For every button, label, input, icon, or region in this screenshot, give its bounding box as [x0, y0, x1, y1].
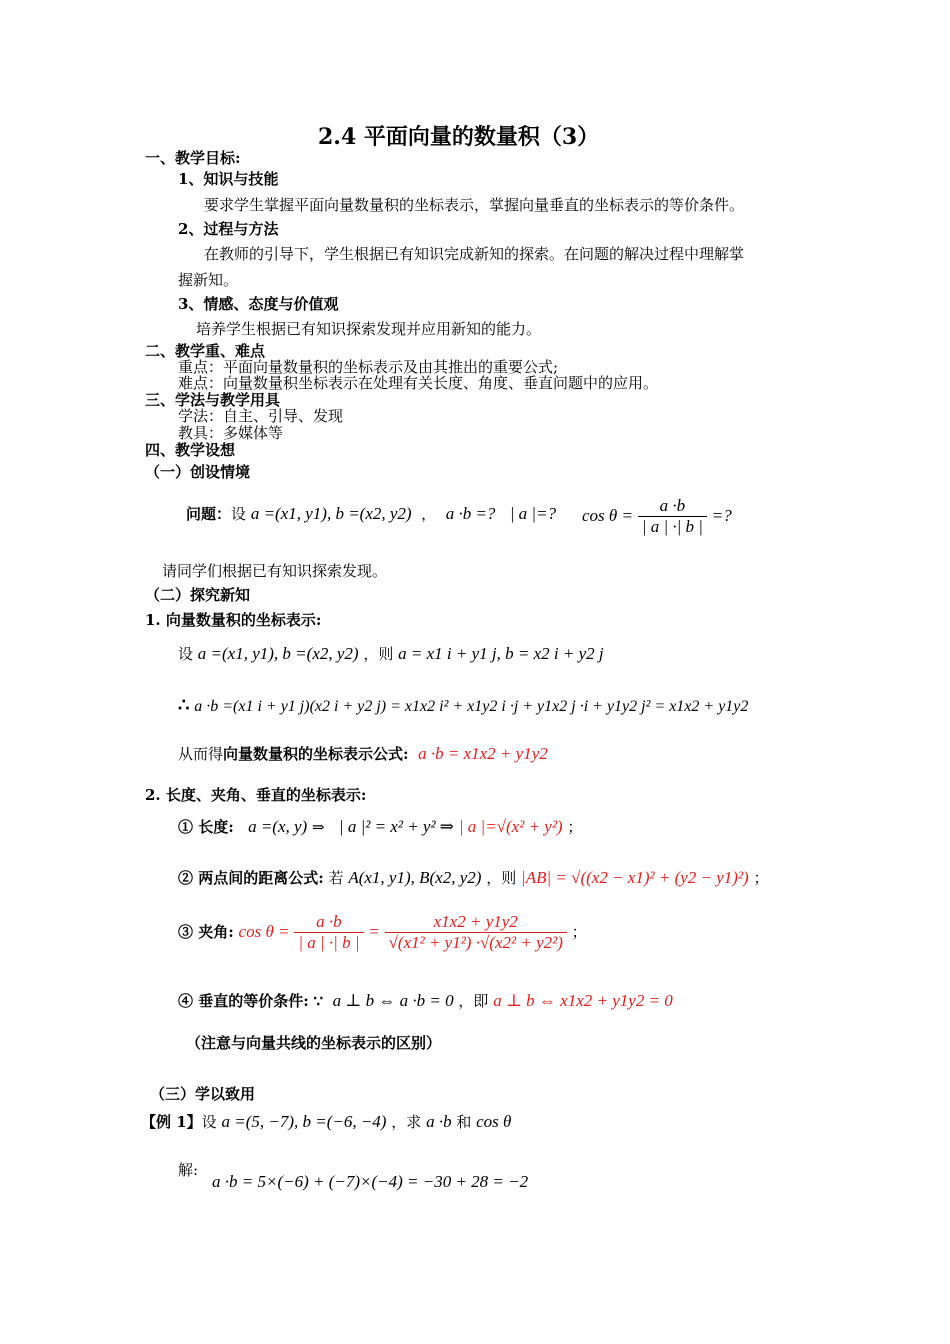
- collinear-note: （注意与向量共线的坐标表示的区别）: [186, 1034, 442, 1052]
- example-1-line: 【例 1】设 a =(5, −7), b =(−6, −4) ，求 a ·b 和 cos θ: [141, 1112, 512, 1131]
- learning-method: 学法：自主、引导、发现: [178, 407, 344, 425]
- example-1-label: 【例 1】: [141, 1113, 202, 1131]
- emotion-heading: 3、情感、态度与价值观: [178, 295, 339, 313]
- question-cos-fraction: $\frac{a \cdot b}{| a | \cdot| b |}$: [638, 496, 707, 538]
- angle-label: ③ 夹角:: [178, 922, 234, 941]
- solution-step-1: a ·b = 5×(−6) + (−7)×(−4) = −30 + 28 = −2: [212, 1172, 529, 1191]
- process-text-2: 握新知。: [178, 271, 239, 289]
- question-cos: cos θ = $\frac{a \cdot b}{| a | \cdot| b |}$ =?: [582, 496, 732, 537]
- subsection-scenario: （一）创设情境: [145, 463, 251, 481]
- new-1-heading: 1. 向量数量积的坐标表示:: [145, 611, 322, 629]
- section-2-heading: 二、教学重、难点: [145, 342, 266, 360]
- new-1-expand: a ·b =(x1 i + y1 j)(x2 i + y2 j) = x1x2 i² + x1y2 i ·j + y1x2 j ·i + y1y2 j² = x1x2 + y1y2: [194, 698, 749, 715]
- angle-fraction-1: $\frac{a \cdot b}{| a | \cdot| b |}$: [294, 912, 363, 954]
- page-title: 2.4 平面向量的数量积（3）: [318, 124, 600, 150]
- subsection-apply: （三）学以致用: [150, 1085, 256, 1103]
- question-vectors: a =(x1, y1), b =(x2, y2): [250, 504, 412, 523]
- new-1-expand-line: ∴ a ·b =(x1 i + y1 j)(x2 i + y2 j) = x1x2 i² + x1y2 i ·j + y1x2 j ·i + y1y2 j² = x1x2 + y1y2: [178, 695, 749, 716]
- question-label: 问题：: [186, 505, 232, 523]
- question-abs: | a |=?: [509, 504, 557, 523]
- distance-line: ② 两点间的距离公式: 若 A(x1, y1), B(x2, y2) ，则 |AB| = √((x2 − x1)² + (y2 − y1)²) ；: [178, 868, 769, 887]
- dot-product-formula: a ·b = x1x2 + y1y2: [418, 744, 548, 763]
- angle-line: ③ 夹角: cos θ = $\frac{a \cdot b}{| a | \cdot| b |}$ = $\frac{x1x2 + y1y2}{\text{√(x1² + y1²) ·√(x2² + y2²)}}$ ；: [178, 912, 587, 953]
- emotion-text: 培养学生根据已有知识探索发现并应用新知的能力。: [196, 320, 542, 338]
- section-1-heading: 一、教学目标:: [145, 149, 241, 167]
- length-label: ① 长度:: [178, 818, 234, 836]
- section-3-heading: 三、学法与教学用具: [145, 391, 281, 409]
- angle-fraction-2: $\frac{x1x2 + y1y2}{\text{√(x1² + y1²) ·√(x2² + y2²)}}$: [385, 912, 567, 954]
- question-line: 问题：设 a =(x1, y1), b =(x2, y2) ， a ·b =? | a |=?: [186, 504, 557, 523]
- new-1-set-line: 设 a =(x1, y1), b =(x2, y2) ，则 a = x1 i + y1 j, b = x2 i + y2 j: [178, 644, 604, 663]
- teaching-tools: 教具：多媒体等: [178, 424, 284, 442]
- solution-label: 解:: [178, 1161, 199, 1179]
- perpendicular-line: ④ 垂直的等价条件: ∵ a ⊥ b ⇔ a ·b = 0 ，即 a ⊥ b ⇔ x1x2 + y1y2 = 0: [178, 991, 673, 1010]
- perpendicular-label: ④ 垂直的等价条件:: [178, 992, 309, 1010]
- knowledge-heading: 1、知识与技能: [178, 170, 279, 188]
- explore-prompt: 请同学们根据已有知识探索发现。: [162, 562, 388, 580]
- difficulty-point: 难点：向量数量积坐标表示在处理有关长度、角度、垂直问题中的应用。: [178, 374, 659, 392]
- new-1-ij: a = x1 i + y1 j, b = x2 i + y2 j: [398, 644, 604, 663]
- process-text-1: 在教师的引导下，学生根据已有知识完成新知的探索。在问题的解决过程中理解掌: [204, 245, 745, 263]
- new-2-heading: 2. 长度、夹角、垂直的坐标表示:: [145, 786, 367, 804]
- question-dot: a ·b =?: [445, 504, 496, 523]
- distance-formula: |AB| = √((x2 − x1)² + (y2 − y1)²): [521, 868, 749, 887]
- length-formula: | a |=√(x² + y²): [458, 817, 563, 836]
- subsection-explore: （二）探究新知: [145, 586, 251, 604]
- key-point: 重点：平面向量数量积的坐标表示及由其推出的重要公式;: [178, 358, 559, 376]
- length-line: ① 长度: a =(x, y) ⇒ | a |² = x² + y² ⇒ | a |=√(x² + y²) ；: [178, 817, 583, 836]
- knowledge-text: 要求学生掌握平面向量数量积的坐标表示，掌握向量垂直的坐标表示的等价条件。: [204, 196, 745, 214]
- section-4-heading: 四、教学设想: [145, 441, 236, 459]
- new-1-vectors: a =(x1, y1), b =(x2, y2): [197, 644, 359, 663]
- distance-label: ② 两点间的距离公式:: [178, 869, 324, 887]
- perpendicular-formula: a ⊥ b ⇔ x1x2 + y1y2 = 0: [493, 991, 673, 1010]
- new-1-result-line: 从而得向量数量积的坐标表示公式: a ·b = x1x2 + y1y2: [178, 744, 548, 763]
- process-heading: 2、过程与方法: [178, 220, 279, 238]
